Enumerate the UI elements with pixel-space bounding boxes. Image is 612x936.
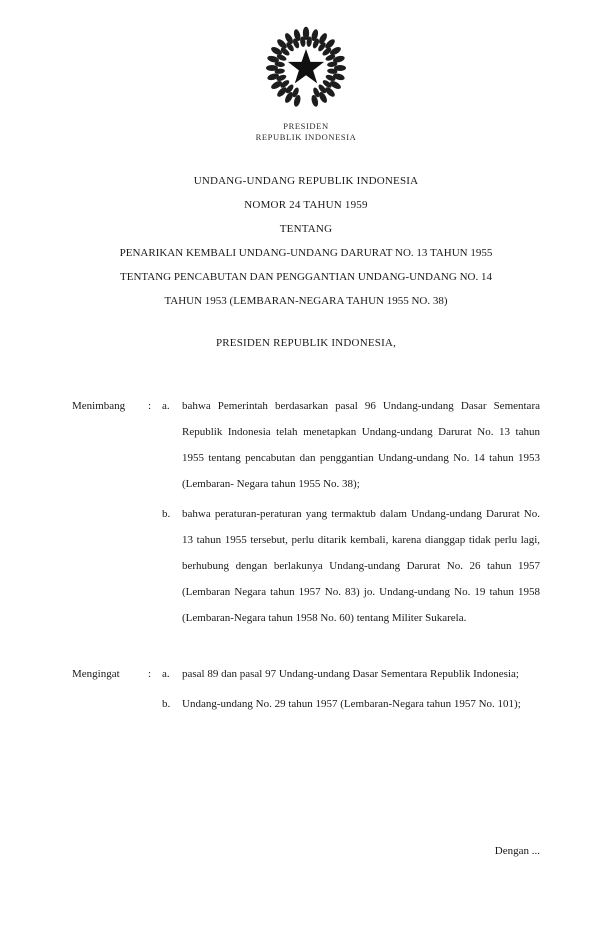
clause-marker: b. — [162, 698, 171, 710]
clause-label: Menimbang — [72, 400, 126, 412]
law-number: NOMOR 24 TAHUN 1959 — [244, 199, 368, 211]
clause-colon: : — [148, 668, 152, 680]
garuda-star-wreath-icon — [264, 26, 348, 110]
clause-row — [72, 691, 540, 717]
subject-line-2: TENTANG PENCABUTAN DAN PENGGANTIAN UNDANG-UNDANG NO. 14 — [120, 271, 492, 283]
clause-text: bahwa peraturan-peraturan yang termaktub dalam Undang-undang Darurat No. 13 tahun 1955 tersebut, perlu ditarik kembali, karena dianggap tidak perlu lagi, berhubung dengan berlakunya Undang-undang Darurat No. 26 tahun 1957 (Lembaran Negara tahun 1957 No. 83) jo. Undang-undang No. 19 tahun 1958 (Lembaran-Negara tahun 1958 No. 60) tentang Militer Sukarela. — [182, 508, 540, 624]
clause-row — [72, 661, 540, 687]
continuation-note: Dengan ... — [494, 845, 540, 857]
clause-row — [72, 393, 540, 497]
title-block — [0, 169, 612, 313]
tentang-label: TENTANG — [279, 223, 333, 235]
clause-label: Mengingat — [72, 668, 120, 680]
clause-marker: b. — [162, 508, 171, 520]
clauses-section — [0, 393, 612, 717]
clause-colon: : — [148, 400, 152, 412]
emblem-caption-line-2: REPUBLIK INDONESIA — [255, 132, 357, 142]
subject-line-1: PENARIKAN KEMBALI UNDANG-UNDANG DARURAT NO. 13 TAHUN 1955 — [119, 247, 493, 259]
page-title: UNDANG-UNDANG REPUBLIK INDONESIA — [193, 175, 419, 187]
clause-row — [72, 501, 540, 631]
clause-text: pasal 89 dan pasal 97 Undang-undang Dasar Sementara Republik Indonesia; — [182, 668, 519, 680]
clause-group-mengingat — [72, 661, 540, 717]
subject-line-3: TAHUN 1953 (LEMBARAN-NEGARA TAHUN 1955 NO. 38) — [164, 295, 448, 307]
authority-line: PRESIDEN REPUBLIK INDONESIA, — [215, 337, 397, 349]
clause-text: Undang-undang No. 29 tahun 1957 (Lembaran-Negara tahun 1957 No. 101); — [182, 698, 521, 710]
emblem-caption-line-1: PRESIDEN — [283, 121, 329, 131]
emblem-block — [0, 0, 612, 143]
clause-marker: a. — [162, 668, 170, 680]
clause-group-menimbang — [72, 393, 540, 631]
emblem-caption — [0, 121, 612, 143]
clause-text: bahwa Pemerintah berdasarkan pasal 96 Undang-undang Dasar Sementara Republik Indonesia telah menetapkan Undang-undang Darurat No. 13 tahun 1955 tentang pencabutan dan penggantian Undang-undang No. 14 tahun 1953 (Lembaran- Negara tahun 1955 No. 38); — [182, 400, 540, 490]
clause-marker: a. — [162, 400, 170, 412]
